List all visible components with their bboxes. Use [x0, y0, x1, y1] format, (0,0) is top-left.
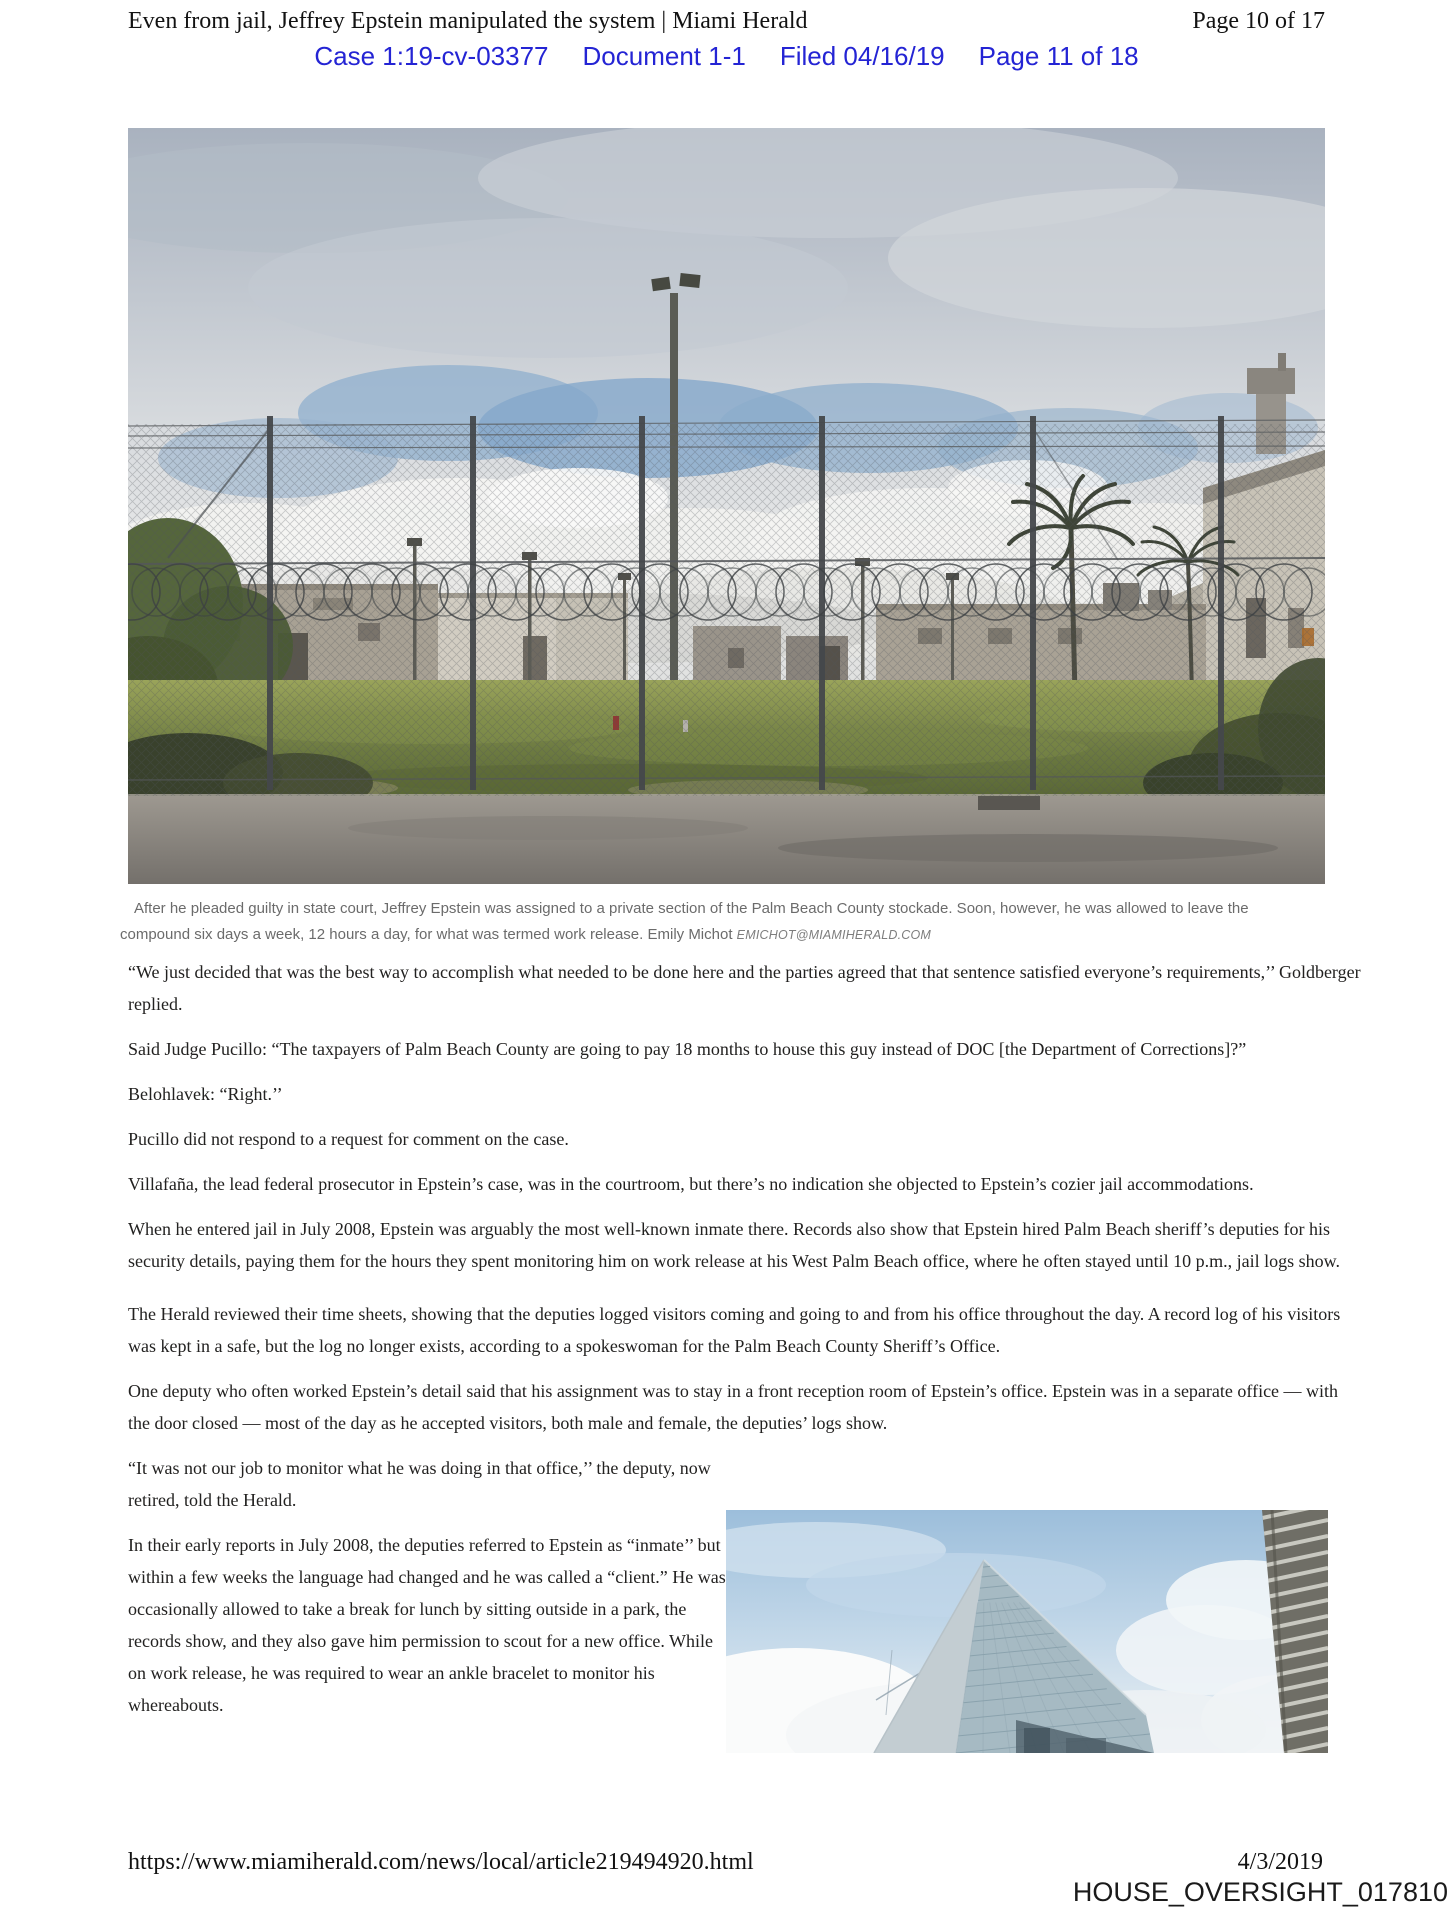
- photo-caption: [120, 896, 1252, 948]
- footer-date: 4/3/2019: [1237, 1849, 1323, 1875]
- article-paragraph: The Herald reviewed their time sheets, showing that the deputies logged visitors coming and going to and from his office throughout the day. A record log of his visitors was kept in a safe, but the log no longer exists, according to a spokeswoman for the Palm Beach County Sheriff’s Office.: [128, 1304, 1341, 1356]
- road: [128, 794, 1325, 884]
- article-paragraph: Said Judge Pucillo: “The taxpayers of Palm Beach County are going to pay 18 months to house this guy instead of DOC [the Department of Corrections]?”: [128, 1039, 1247, 1059]
- stamp-filed-date: Filed 04/16/19: [779, 41, 945, 71]
- article-paragraph: In their early reports in July 2008, the deputies referred to Epstein as “inmate’’ but within a few weeks the language had changed and he was called a “client.” He was occasionally allowed to take a break for lunch by sitting outside in a park, the records show, and they also gave him permission to scout for a new office. While on work release, he was required to wear an ankle bracelet to monitor his whereabouts.: [128, 1535, 726, 1715]
- article-paragraph: “We just decided that was the best way to accomplish what needed to be done here and the parties agreed that that sentence satisfied everyone’s requirements,’’ Goldberger replied.: [128, 962, 1361, 1014]
- office-building-photo: [726, 1510, 1328, 1753]
- article-paragraph: Villafaña, the lead federal prosecutor in Epstein’s case, was in the courtroom, but there’s no indication she objected to Epstein’s cozier jail accommodations.: [128, 1174, 1254, 1194]
- chain-link-fence: [128, 416, 1325, 796]
- page-title: Even from jail, Jeffrey Epstein manipulated the system | Miami Herald: [128, 8, 808, 34]
- stamp-case-number: Case 1:19-cv-03377: [314, 41, 549, 71]
- caption-credit-name: Emily Michot: [647, 926, 733, 943]
- article-paragraph: “It was not our job to monitor what he was doing in that office,’’ the deputy, now retired, told the Herald.: [128, 1458, 711, 1510]
- article-paragraph: One deputy who often worked Epstein’s detail said that his assignment was to stay in a front reception room of Epstein’s office. Epstein was in a separate office — with the door closed — most of the day as he accepted visitors, both male and female, the deputies’ logs show.: [128, 1381, 1339, 1433]
- stamp-page: Page 11 of 18: [978, 41, 1139, 71]
- page-indicator: Page 10 of 17: [1192, 8, 1325, 34]
- footer-url: https://www.miamiherald.com/news/local/article219494920.html: [128, 1849, 754, 1875]
- article-paragraph: Pucillo did not respond to a request for comment on the case.: [128, 1129, 569, 1149]
- caption-text: After he pleaded guilty in state court, Jeffrey Epstein was assigned to a private section of the Palm Beach County stockade. Soon, however, he was allowed to leave the compound six days a week, 12 hours a day, for what was termed work release.: [120, 900, 1249, 943]
- court-stamp: [0, 41, 1453, 72]
- article-paragraph: When he entered jail in July 2008, Epstein was arguably the most well-known inmate there. Records also show that Epstein hired Palm Beach sheriff’s deputies for his security details, paying them for the hours they spent monitoring him on work release at his West Palm Beach office, where he often stayed until 10 p.m., jail logs show.: [128, 1219, 1340, 1271]
- article-paragraph: Belohlavek: “Right.’’: [128, 1084, 283, 1104]
- stamp-document: Document 1-1: [582, 41, 746, 71]
- office-building-illustration: [726, 1510, 1328, 1753]
- bates-number: HOUSE_OVERSIGHT_017810: [1072, 1877, 1448, 1907]
- prison-yard-illustration: [128, 128, 1325, 884]
- prison-yard-photo: [128, 128, 1325, 884]
- caption-credit-email: EMICHOT@MIAMIHERALD.COM: [736, 928, 932, 942]
